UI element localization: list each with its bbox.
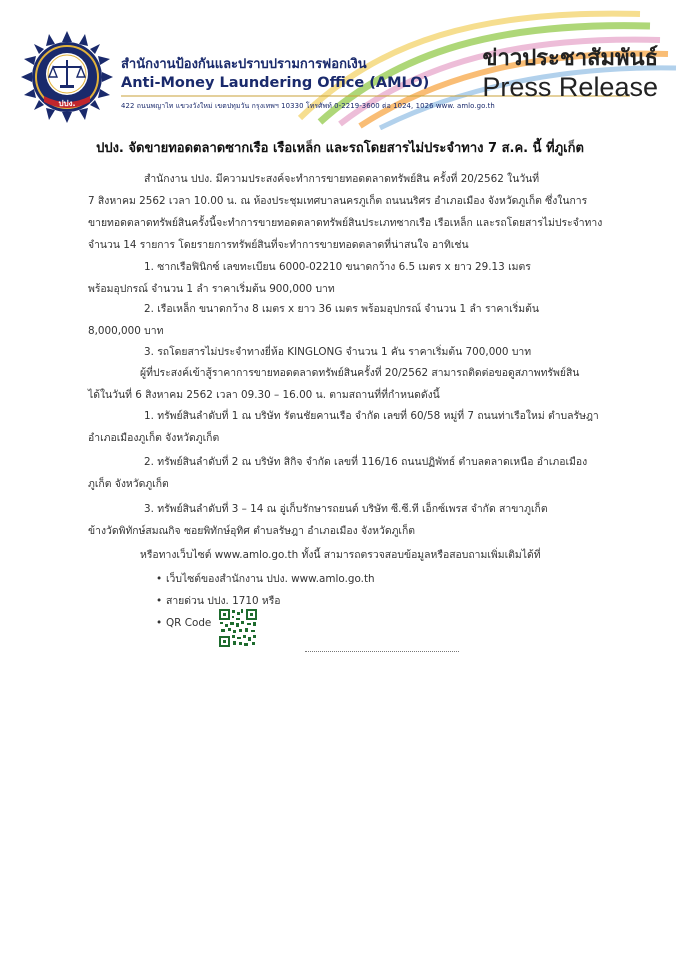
location-text: อำเภอเมืองภูเก็ต จังหวัดภูเก็ต <box>88 432 220 444</box>
bullet-icon: • <box>156 595 163 607</box>
website-line: หรือทางเว็บไซต์ www.amlo.go.th ทั้งนี้ สามารถตรวจสอบข้อมูลหรือสอบถามเพิ่มเติมได้ที่ <box>140 549 541 561</box>
intro-line: จำนวน 14 รายการ โดยรายการทรัพย์สินที่จะทำการขายทอดตลาดที่น่าสนใจ อาทิเช่น <box>88 239 469 251</box>
headline: ปปง. จัดขายทอดตลาดซากเรือ เรือเหล็ก และรถโดยสารไม่ประจำทาง 7 ส.ค. นี้ ที่ภูเก็ต <box>96 141 584 156</box>
item-text: 2. เรือเหล็ก ขนาดกว้าง 8 เมตร x ยาว 36 เมตร พร้อมอุปกรณ์ จำนวน 1 ลำ ราคาเริ่มต้น <box>144 303 539 315</box>
item-text: 8,000,000 บาท <box>88 325 164 337</box>
item-text: 1. ซากเรือฟินิกซ์ เลขทะเบียน 6000-02210 ขนาดกว้าง 6.5 เมตร x ยาว 29.13 เมตร <box>144 261 531 273</box>
qr-code-icon[interactable] <box>218 608 258 648</box>
item-text: 3. รถโดยสารไม่ประจำทางยี่ห้อ KINGLONG จำนวน 1 คัน ราคาเริ่มต้น 700,000 บาท <box>144 346 532 358</box>
location-text: 3. ทรัพย์สินลำดับที่ 3 – 14 ณ อู่เก็บรักษารถยนต์ บริษัท ซี.ซี.ที เอ็กซ์เพรส จำกัด สาขาภูเก็ต <box>144 503 548 515</box>
contact-text: QR Code <box>166 617 212 629</box>
press-release-english: Press Release <box>482 72 658 102</box>
intro-line: สำนักงาน ปปง. มีความประสงค์จะทำการขายทอดตลาดทรัพย์สิน ครั้งที่ 20/2562 ในวันที่ <box>144 173 540 185</box>
location-text: ข้างวัดพิทักษ์สมณกิจ ซอยพิทักษ์อุทิศ ตำบลรัษฎา อำเภอเมือง จังหวัดภูเก็ต <box>88 525 416 537</box>
intro-line: ขายทอดตลาดทรัพย์สินครั้งนี้จะทำการขายทอดตลาดทรัพย์สินประเภทซากเรือ เรือเหล็ก และรถโดยสารไม่ประจำทาง <box>88 217 603 229</box>
end-divider <box>305 651 459 652</box>
contact-qr <box>156 612 375 634</box>
contact-list <box>156 568 375 634</box>
contact-text: สายด่วน ปปง. 1710 หรือ <box>166 595 281 607</box>
location-1 <box>88 405 628 449</box>
org-name-english: Anti-Money Laundering Office (AMLO) <box>121 75 430 91</box>
org-address: 422 ถนนพญาไท แขวงวังใหม่ เขตปทุมวัน กรุงเทพฯ 10330 โทรศัพท์ 0-2219-3600 ต่อ 1024, 1026 www. amlo.go.th <box>121 102 495 110</box>
contact-text: เว็บไซต์ของสำนักงาน ปปง. www.amlo.go.th <box>166 573 375 585</box>
bullet-icon: • <box>156 617 163 629</box>
inspection-line: ได้ในวันที่ 6 สิงหาคม 2562 เวลา 09.30 – 16.00 น. ตามสถานที่ที่กำหนดดังนี้ <box>88 389 440 401</box>
inspection-line: ผู้ที่ประสงค์เข้าสู้ราคาการขายทอดตลาดทรัพย์สินครั้งที่ 20/2562 สามารถติดต่อขอดูสภาพทรัพย์สิน <box>140 367 580 379</box>
contact-hotline <box>156 590 375 612</box>
item-2 <box>88 298 628 342</box>
website-paragraph <box>88 544 628 566</box>
press-release-thai: ข่าวประชาสัมพันธ์ <box>482 46 658 71</box>
location-text: 2. ทรัพย์สินลำดับที่ 2 ณ บริษัท สิกิจ จำกัด เลขที่ 116/16 ถนนปฏิพัทธ์ ตำบลตลาดเหนือ อำเภอเมือง <box>144 456 588 468</box>
amlo-seal-logo <box>20 30 114 124</box>
org-name-thai: สำนักงานป้องกันและปราบปรามการฟอกเงิน <box>121 57 367 72</box>
inspection-paragraph <box>88 362 628 406</box>
location-text: 1. ทรัพย์สินลำดับที่ 1 ณ บริษัท รัตนชัยคานเรือ จำกัด เลขที่ 60/58 หมู่ที่ 7 ถนนท่าเรือใหม่ ตำบลรัษฎา <box>144 410 599 422</box>
item-text: พร้อมอุปกรณ์ จำนวน 1 ลำ ราคาเริ่มต้น 900,000 บาท <box>88 283 335 295</box>
bullet-icon: • <box>156 573 163 585</box>
location-3 <box>88 498 628 542</box>
item-1 <box>88 256 628 300</box>
location-text: ภูเก็ต จังหวัดภูเก็ต <box>88 478 169 490</box>
intro-paragraph <box>88 168 628 256</box>
letterhead <box>0 0 680 130</box>
item-3 <box>88 341 628 363</box>
contact-website[interactable] <box>156 568 375 590</box>
intro-line: 7 สิงหาคม 2562 เวลา 10.00 น. ณ ห้องประชุมเทศบาลนครภูเก็ต ถนนนริศร อำเภอเมือง จังหวัดภูเก็ต ซึ่งในการ <box>88 195 588 207</box>
location-2 <box>88 451 628 495</box>
seal-label: ปปง. <box>58 99 76 108</box>
